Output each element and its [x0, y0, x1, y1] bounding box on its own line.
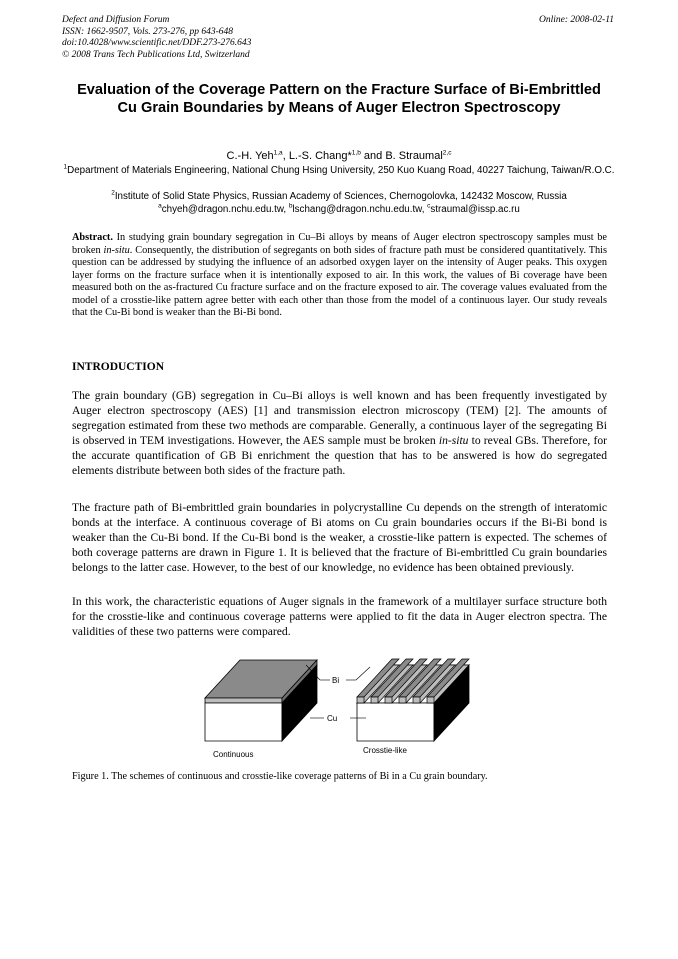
affiliation-sup: 1 — [63, 163, 68, 171]
label-continuous: Continuous — [213, 750, 254, 759]
abstract-text: In studying grain boundary segregation in Cu–Bi alloys by means of Auger electron spectroscopy samples must be broken — [72, 232, 607, 256]
email-list — [60, 204, 618, 217]
intro-italic: in-situ — [438, 434, 469, 448]
continuous-block — [205, 660, 317, 741]
section-heading: INTRODUCTION — [72, 361, 165, 373]
affiliation-1 — [60, 165, 618, 178]
label-crosstie: Crosstie-like — [363, 746, 408, 755]
email-sep: , — [421, 204, 428, 215]
author-list — [60, 150, 618, 163]
intro-paragraph-1 — [72, 388, 607, 479]
journal-name: Defect and Diffusion Forum — [62, 15, 170, 25]
email-sep: , — [283, 204, 289, 215]
author-sup: 1,a — [273, 149, 283, 157]
intro-paragraph-3: In this work, the characteristic equations of Auger signals in the framework of a multilayer surface structure both for the crosstie-like and continuous coverage patterns were applied to fit the data in Auger electron spectra. The validities of these two patterns were compared. — [72, 595, 607, 639]
abstract-italic: in-situ — [103, 244, 130, 256]
intro-text: The grain boundary (GB) segregation in Cu–Bi alloys is well known and has been frequently investigated by Auger electron spectroscopy (AES) [1] and transmission electron microscopy (TEM) [2]. The amounts of segregation estimated from these two methods are comparable. Generally, a continuous layer of the segregating Bi is observed in TEM investigations. However, the AES sample must be broken — [72, 389, 607, 448]
journal-metadata — [62, 15, 251, 61]
label-cu: Cu — [327, 714, 338, 723]
affiliation-2 — [60, 191, 618, 204]
email-link[interactable]: chyeh@dragon.nchu.edu.tw — [161, 204, 284, 215]
author-name: B. Straumal — [385, 150, 443, 162]
author-sep: and — [360, 150, 386, 162]
online-date: Online: 2008-02-11 — [538, 15, 614, 25]
affiliation-text: Institute of Solid State Physics, Russian Academy of Sciences, Chernogolovka, 142432 Moscow, Russia — [114, 191, 567, 202]
intro-paragraph-2: The fracture path of Bi-embrittled grain boundaries in polycrystalline Cu depends on the strength of interatomic bonds at the interface. A continuous coverage of Bi atoms on Cu grain boundaries occurs if the Bi-Bi bond is weaker than the Cu-Bi bond. If the Cu-Bi bond is the weaker, a crosstie-like pattern is expected. The schemes of both coverage patterns are drawn in Figure 1. It is believed that the fracture of Bi-embrittled Cu grain boundaries belongs to the latter case. However, to the best of our knowledge, no evidence has been obtained previously. — [72, 501, 607, 575]
intro-text: to reveal GBs. Therefore, for the accurate quantification of GB Bi enrichment the question that has to be answered is how do segregated elements distribute between both sides of the fracture path. — [72, 434, 607, 478]
author-name: L.-S. Chang* — [288, 150, 352, 162]
email-link[interactable]: lschang@dragon.nchu.edu.tw — [292, 204, 422, 215]
author-sup: 2,c — [442, 149, 452, 157]
paper-title: Evaluation of the Coverage Pattern on the Fracture Surface of Bi-Embrittled Cu Grain Boundaries by Means of Auger Electron Spectroscopy — [77, 82, 601, 116]
crosstie-block — [357, 659, 469, 741]
doi-line: doi:10.4028/www.scientific.net/DDF.273-276.643 — [62, 38, 252, 48]
issn-line: ISSN: 1662-9507, Vols. 273-276, pp 643-648 — [62, 26, 233, 37]
email-sup: b — [288, 202, 293, 210]
label-bi: Bi — [332, 676, 340, 685]
author-sup: 1,b — [351, 149, 361, 157]
figure-1 — [200, 645, 500, 765]
copyright-line: © 2008 Trans Tech Publications Ltd, Switzerland — [62, 49, 250, 60]
figure-caption: Figure 1. The schemes of continuous and crosstie-like coverage patterns of Bi in a Cu grain boundary. — [72, 771, 488, 782]
author-name: C.-H. Yeh — [226, 150, 274, 162]
abstract — [72, 232, 607, 320]
affiliation-sup: 2 — [111, 189, 115, 197]
affiliation-text: Department of Materials Engineering, National Chung Hsing University, 250 Kuo Kuang Road, 40227 Taichung, Taiwan/R.O.C. — [67, 165, 615, 176]
email-sup: c — [427, 202, 431, 210]
author-sep: , — [282, 150, 289, 162]
email-sup: a — [158, 202, 162, 210]
email-link[interactable]: straumal@issp.ac.ru — [430, 204, 520, 215]
abstract-label: Abstract. — [72, 232, 113, 243]
abstract-text: . Consequently, the distribution of segregants on both sides of fracture path must be considered quantitatively. This question can be addressed by studying the influence of an adsorbed oxygen layer on the intensity of Auger peaks. This oxygen layer forms on the fracture surface when it is intentionally exposed to air. In this work, the values of Bi coverage have been measured both on the as-fractured Cu fracture surface and on the fracture exposed to air. The coverage values evaluated from the model of a crosstie-like pattern agree better with each other than those from the model of a continuous layer. Our study reveals that the Cu-Bi bond is weaker than the Bi-Bi bond. — [72, 244, 607, 318]
